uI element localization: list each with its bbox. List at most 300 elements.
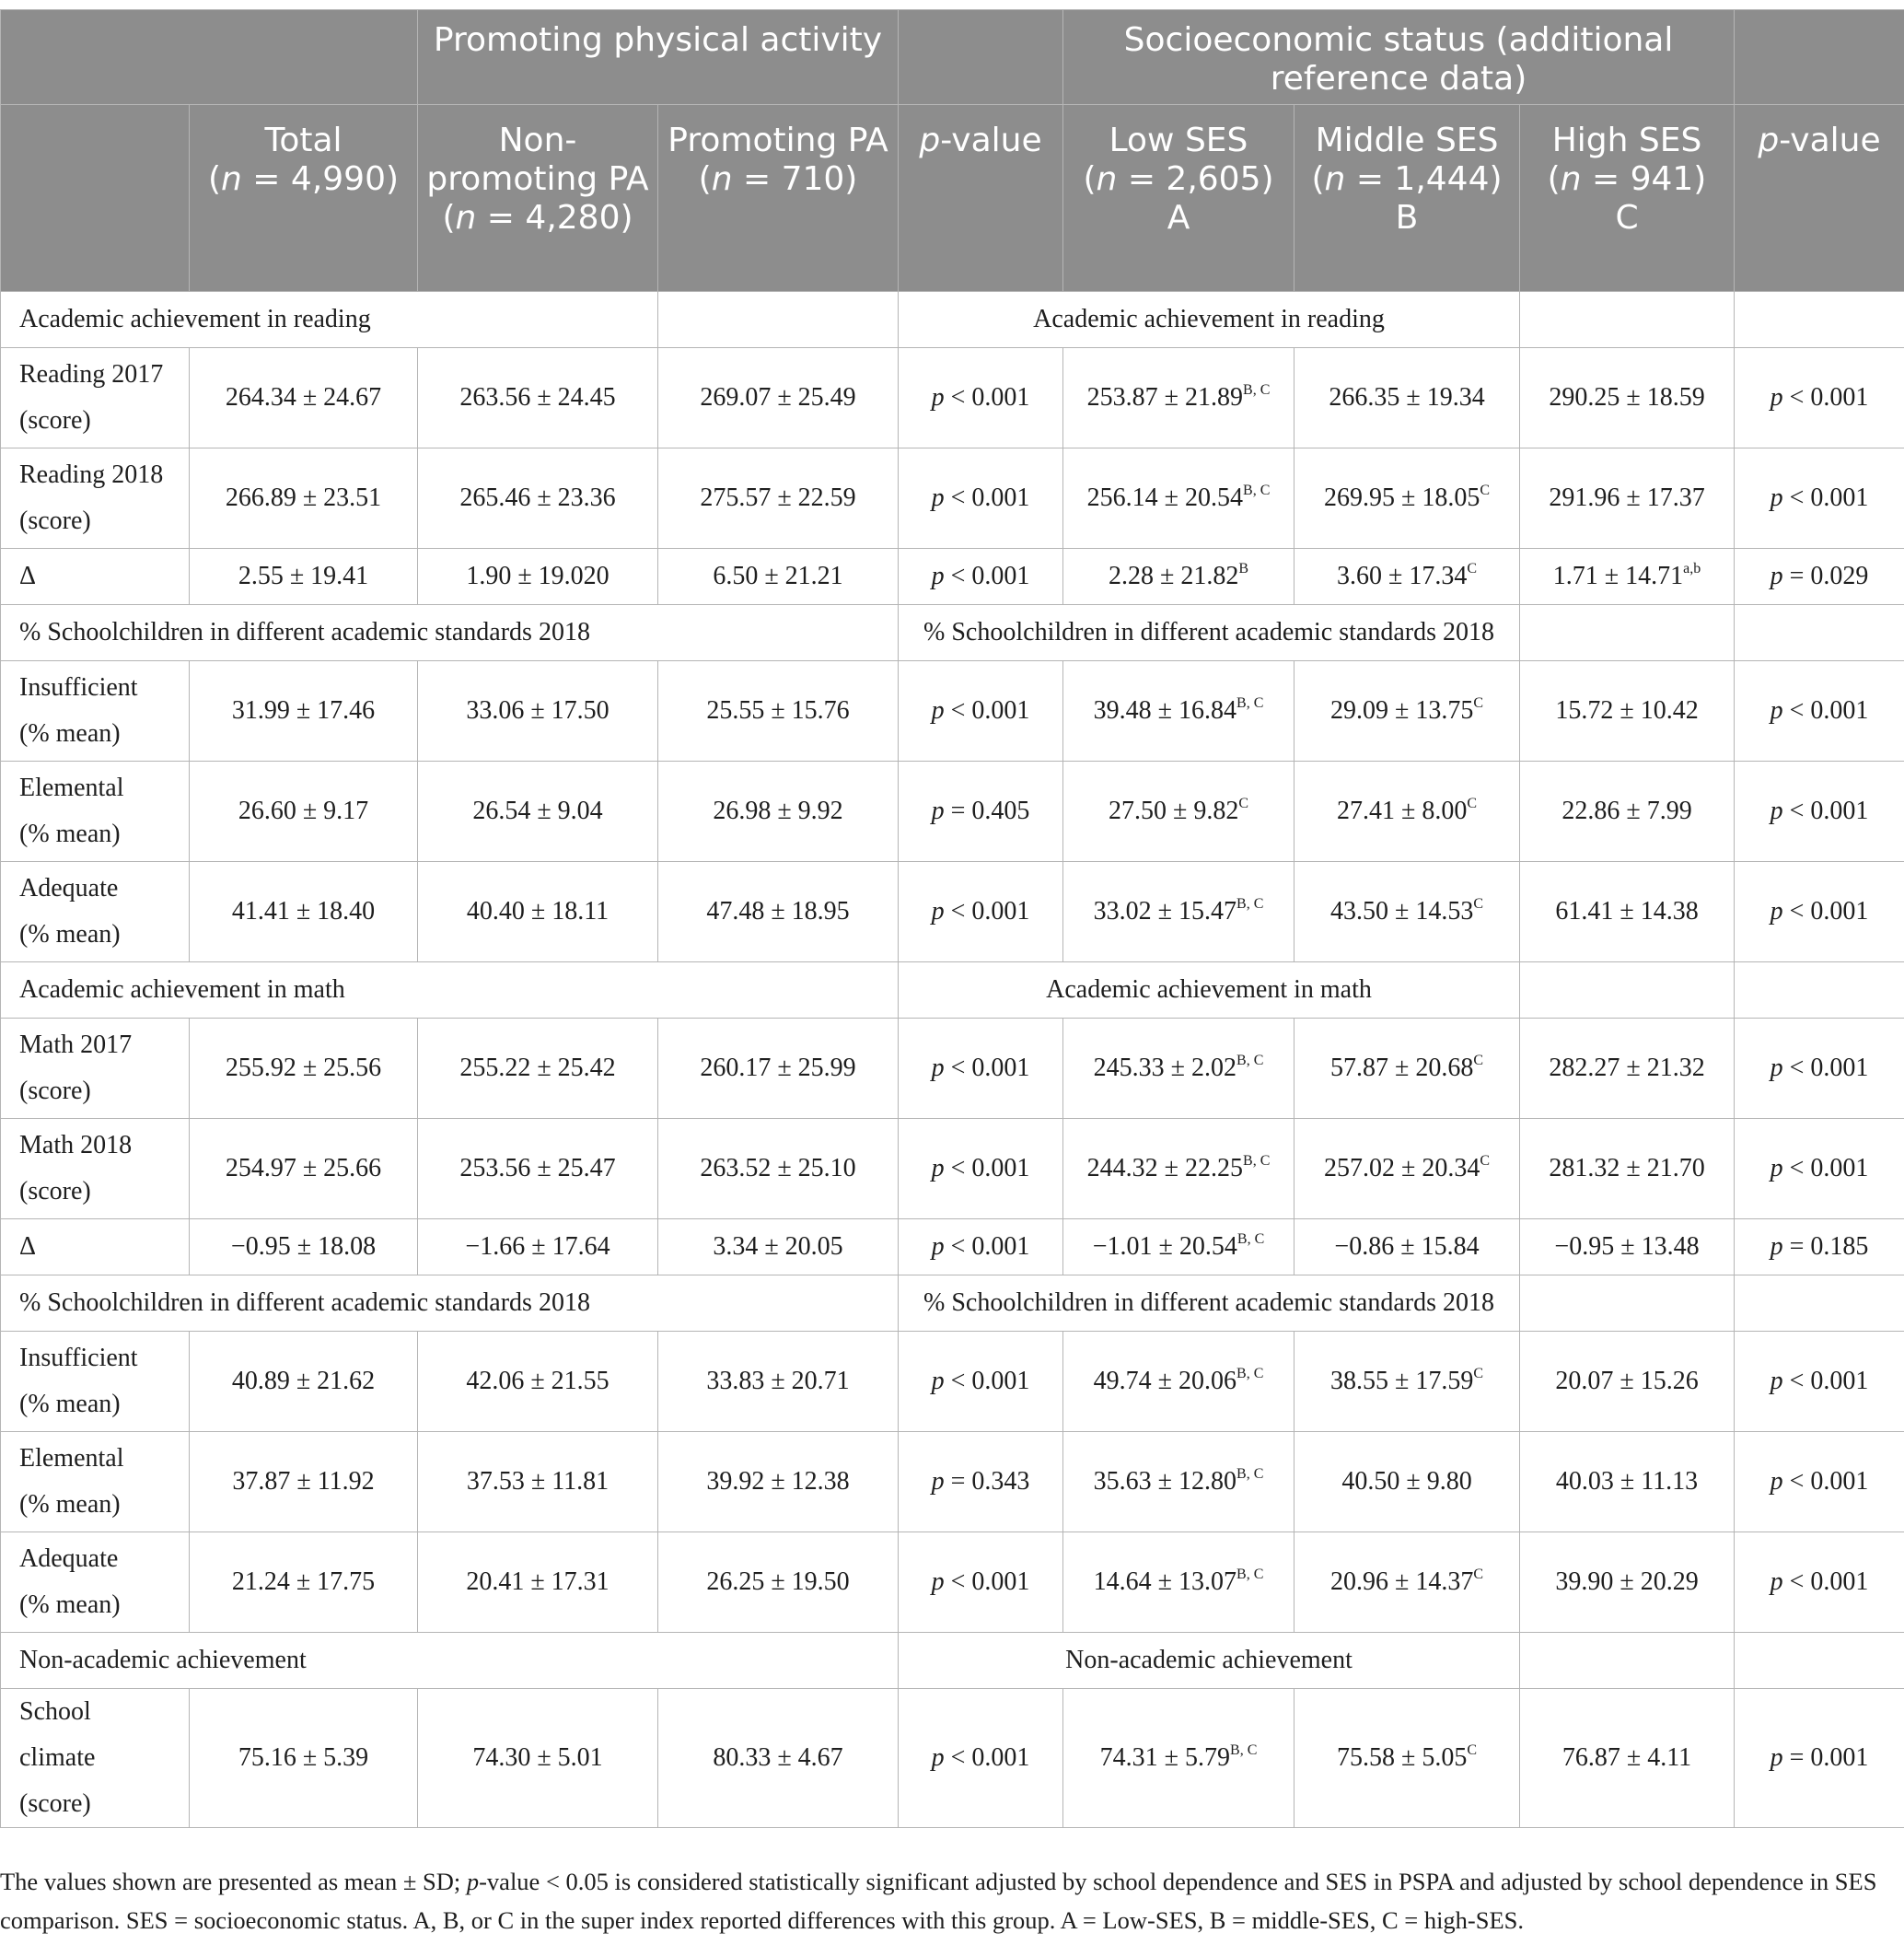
cell-text: 275.57 ± 22.59 xyxy=(700,483,856,512)
cell-text: 281.32 ± 21.70 xyxy=(1549,1154,1705,1182)
cell-non-promoting-pa xyxy=(418,1689,658,1828)
cell-non-promoting-pa xyxy=(418,762,658,862)
cell-text: 49.74 ± 20.06 xyxy=(1093,1367,1237,1395)
cell-text: 25.55 ± 15.76 xyxy=(706,696,850,725)
cell-text: 75.58 ± 5.05 xyxy=(1336,1743,1468,1772)
results-table xyxy=(0,9,1904,1828)
table-row xyxy=(1,1119,1904,1219)
row-label xyxy=(1,348,190,448)
cell-text: p xyxy=(1770,897,1783,926)
cell-low-ses xyxy=(1063,762,1294,862)
cell-low-ses xyxy=(1063,448,1294,549)
cell-promoting-pa xyxy=(658,549,899,605)
cell-pvalue-ses xyxy=(1735,1689,1904,1828)
cell-promoting-pa xyxy=(658,762,899,862)
cell-text: = 0.405 xyxy=(944,797,1030,825)
cell-non-promoting-pa xyxy=(418,1532,658,1633)
cell-text: 47.48 ± 18.95 xyxy=(706,897,850,926)
cell-high-ses xyxy=(1520,1432,1735,1532)
cell-total xyxy=(190,1219,418,1275)
cell-promoting-pa xyxy=(658,1119,899,1219)
cell-text: Insufficient xyxy=(19,673,138,702)
cell-total xyxy=(190,1119,418,1219)
cell-text: p xyxy=(1770,1367,1783,1395)
cell-text: 40.50 ± 9.80 xyxy=(1341,1467,1472,1496)
cell-text: 20.96 ± 14.37 xyxy=(1329,1567,1474,1596)
cell-text: p xyxy=(1770,1743,1783,1772)
section-label-right xyxy=(899,1275,1520,1332)
cell-middle-ses xyxy=(1294,862,1520,962)
header-blank xyxy=(899,10,1063,105)
cell-text: (score) xyxy=(19,406,91,435)
row-label xyxy=(1,1532,190,1633)
cell-text: 255.92 ± 25.56 xyxy=(225,1054,382,1082)
cell-text: % Schoolchildren in different academic standards 2018 xyxy=(19,1288,590,1317)
cell-promoting-pa xyxy=(658,1689,899,1828)
cell-text: p xyxy=(931,797,945,825)
superscript: C xyxy=(1473,1366,1484,1381)
cell-text: Academic achievement in reading xyxy=(1033,305,1385,333)
cell-pvalue-ses xyxy=(1735,1332,1904,1432)
cell-total xyxy=(190,1432,418,1532)
cell-text: 20.07 ± 15.26 xyxy=(1555,1367,1699,1395)
cell-high-ses xyxy=(1520,448,1735,549)
cell-text: 26.60 ± 9.17 xyxy=(238,797,369,825)
cell-text: 39.92 ± 12.38 xyxy=(706,1467,850,1496)
cell-text: 27.50 ± 9.82 xyxy=(1108,797,1239,825)
superscript: C xyxy=(1473,896,1484,912)
cell-low-ses xyxy=(1063,1019,1294,1119)
cell-text: −1.66 ± 17.64 xyxy=(465,1232,610,1261)
cell-pvalue-pa xyxy=(899,448,1063,549)
cell-pvalue-pa xyxy=(899,762,1063,862)
cell-middle-ses xyxy=(1294,549,1520,605)
cell-text: 39.90 ± 20.29 xyxy=(1555,1567,1699,1596)
header-col-promoting-pa: Promoting PA (n = 710) xyxy=(658,105,899,292)
cell-middle-ses xyxy=(1294,762,1520,862)
cell-text: < 0.001 xyxy=(1782,1467,1869,1496)
cell-text: 14.64 ± 13.07 xyxy=(1093,1567,1237,1596)
cell-pvalue-ses xyxy=(1735,1432,1904,1532)
cell-text: 26.25 ± 19.50 xyxy=(706,1567,850,1596)
cell-text: 37.87 ± 11.92 xyxy=(232,1467,375,1496)
section-row xyxy=(1,292,1904,348)
cell-high-ses xyxy=(1520,1219,1735,1275)
cell-text: 41.41 ± 18.40 xyxy=(231,897,376,926)
cell-total xyxy=(190,762,418,862)
cell-low-ses xyxy=(1063,661,1294,762)
cell-pvalue-pa xyxy=(899,661,1063,762)
cell-text: < 0.001 xyxy=(1782,1367,1869,1395)
cell-text: (% mean) xyxy=(19,820,121,848)
cell-pvalue-pa xyxy=(899,348,1063,448)
cell-text: 266.89 ± 23.51 xyxy=(225,483,382,512)
section-label-left xyxy=(1,1633,899,1689)
cell-text: 264.34 ± 24.67 xyxy=(225,383,382,412)
cell-text: 1.71 ± 14.71 xyxy=(1552,562,1684,590)
superscript: B, C xyxy=(1236,695,1264,711)
cell-text: 74.30 ± 5.01 xyxy=(472,1743,603,1772)
cell-text: 26.98 ± 9.92 xyxy=(713,797,843,825)
row-label xyxy=(1,661,190,762)
cell-pvalue-ses xyxy=(1735,348,1904,448)
cell-text: < 0.001 xyxy=(944,1054,1030,1082)
cell-text: 37.53 ± 11.81 xyxy=(466,1467,610,1496)
cell-non-promoting-pa xyxy=(418,1119,658,1219)
cell-low-ses xyxy=(1063,862,1294,962)
cell-text: Adequate xyxy=(19,874,119,903)
cell-text: p xyxy=(931,696,945,725)
cell-non-promoting-pa xyxy=(418,1019,658,1119)
table-row xyxy=(1,762,1904,862)
section-label-left xyxy=(1,605,899,661)
cell-middle-ses xyxy=(1294,1219,1520,1275)
cell-text: −1.01 ± 20.54 xyxy=(1092,1232,1237,1261)
cell-text: 31.99 ± 17.46 xyxy=(231,696,376,725)
cell-text: p xyxy=(1770,483,1783,512)
cell-text: % Schoolchildren in different academic standards 2018 xyxy=(923,1288,1494,1317)
cell-text: p xyxy=(1770,1567,1783,1596)
cell-text: 33.02 ± 15.47 xyxy=(1093,897,1237,926)
cell-middle-ses xyxy=(1294,1019,1520,1119)
cell-text: 253.87 ± 21.89 xyxy=(1086,383,1244,412)
header-col-high-ses: High SES (n = 941) C xyxy=(1520,105,1735,292)
superscript: C xyxy=(1238,796,1249,811)
row-label xyxy=(1,1219,190,1275)
cell-text: 40.03 ± 11.13 xyxy=(1555,1467,1699,1496)
superscript: C xyxy=(1473,1566,1484,1582)
cell-text: 269.95 ± 18.05 xyxy=(1323,483,1480,512)
cell-pvalue-pa xyxy=(899,1532,1063,1633)
cell-high-ses xyxy=(1520,862,1735,962)
cell-pvalue-ses xyxy=(1735,762,1904,862)
cell-high-ses xyxy=(1520,1532,1735,1633)
table-row xyxy=(1,549,1904,605)
cell-text: (score) xyxy=(19,1789,91,1818)
table-header xyxy=(1,10,1904,292)
cell-non-promoting-pa xyxy=(418,1332,658,1432)
cell-text: < 0.001 xyxy=(1782,797,1869,825)
cell-text: Math 2018 xyxy=(19,1131,133,1159)
cell-text: Insufficient xyxy=(19,1344,138,1372)
table-row xyxy=(1,1432,1904,1532)
cell-text: 80.33 ± 4.67 xyxy=(713,1743,843,1772)
cell-text: 20.41 ± 17.31 xyxy=(466,1567,610,1596)
cell-text: p xyxy=(1770,1232,1783,1261)
cell-text: 263.56 ± 24.45 xyxy=(459,383,616,412)
cell-total xyxy=(190,549,418,605)
cell-promoting-pa xyxy=(658,448,899,549)
cell-promoting-pa xyxy=(658,862,899,962)
cell-middle-ses xyxy=(1294,1689,1520,1828)
cell-text: 1.90 ± 19.020 xyxy=(466,562,610,590)
cell-text: Adequate xyxy=(19,1544,119,1573)
row-label xyxy=(1,1689,190,1828)
cell-text: Reading 2018 xyxy=(19,460,164,489)
cell-non-promoting-pa xyxy=(418,448,658,549)
cell-text: < 0.001 xyxy=(1782,897,1869,926)
cell-low-ses xyxy=(1063,348,1294,448)
cell-text: 42.06 ± 21.55 xyxy=(466,1367,610,1395)
cell-low-ses xyxy=(1063,1332,1294,1432)
cell-text: < 0.001 xyxy=(944,1154,1030,1182)
cell-promoting-pa xyxy=(658,1019,899,1119)
cell-text: p xyxy=(1770,797,1783,825)
superscript: B, C xyxy=(1236,1366,1264,1381)
cell-text: < 0.001 xyxy=(1782,383,1869,412)
cell-text: Academic achievement in math xyxy=(1046,975,1372,1004)
cell-text: 244.32 ± 22.25 xyxy=(1086,1154,1244,1182)
section-row xyxy=(1,605,1904,661)
cell-text: 61.41 ± 14.38 xyxy=(1555,897,1699,926)
superscript: C xyxy=(1480,483,1491,498)
cell-text: (score) xyxy=(19,1077,91,1105)
section-label-right xyxy=(899,605,1520,661)
section-row xyxy=(1,1275,1904,1332)
section-blank xyxy=(1520,962,1735,1019)
section-label-left xyxy=(1,1275,899,1332)
section-label-right xyxy=(899,962,1520,1019)
superscript: B, C xyxy=(1243,1153,1271,1169)
cell-total xyxy=(190,448,418,549)
superscript: B xyxy=(1238,561,1249,577)
cell-pvalue-ses xyxy=(1735,549,1904,605)
cell-pvalue-ses xyxy=(1735,1119,1904,1219)
header-col-pvalue-pa: p-value xyxy=(899,105,1063,292)
cell-text: Non-academic achievement xyxy=(19,1646,307,1674)
cell-text: 253.56 ± 25.47 xyxy=(459,1154,616,1182)
cell-text: 256.14 ± 20.54 xyxy=(1086,483,1244,512)
superscript: B, C xyxy=(1236,1566,1264,1582)
cell-text: Δ xyxy=(19,562,37,590)
cell-high-ses xyxy=(1520,1019,1735,1119)
cell-total xyxy=(190,348,418,448)
table-row xyxy=(1,862,1904,962)
cell-total xyxy=(190,1332,418,1432)
section-blank xyxy=(1520,1633,1735,1689)
table-row xyxy=(1,1332,1904,1432)
cell-text: 21.24 ± 17.75 xyxy=(231,1567,376,1596)
cell-text: (% mean) xyxy=(19,920,121,949)
cell-text: < 0.001 xyxy=(944,1567,1030,1596)
cell-text: 29.09 ± 13.75 xyxy=(1329,696,1474,725)
cell-text: climate xyxy=(19,1743,96,1772)
row-label xyxy=(1,1432,190,1532)
cell-text: 6.50 ± 21.21 xyxy=(713,562,843,590)
cell-text: p xyxy=(931,1054,945,1082)
superscript: B, C xyxy=(1236,896,1264,912)
superscript: B, C xyxy=(1236,1231,1265,1247)
table-row xyxy=(1,1219,1904,1275)
cell-pvalue-ses xyxy=(1735,1532,1904,1633)
cell-low-ses xyxy=(1063,1432,1294,1532)
superscript: C xyxy=(1467,561,1478,577)
cell-text: < 0.001 xyxy=(944,696,1030,725)
section-row xyxy=(1,962,1904,1019)
cell-text: (% mean) xyxy=(19,1490,121,1519)
table-row xyxy=(1,661,1904,762)
cell-pvalue-ses xyxy=(1735,448,1904,549)
cell-high-ses xyxy=(1520,1119,1735,1219)
cell-middle-ses xyxy=(1294,1432,1520,1532)
superscript: B, C xyxy=(1236,1466,1264,1482)
cell-text: 57.87 ± 20.68 xyxy=(1329,1054,1474,1082)
cell-text: 75.16 ± 5.39 xyxy=(238,1743,369,1772)
cell-text: (score) xyxy=(19,507,91,535)
cell-text: School xyxy=(19,1697,91,1726)
cell-pvalue-pa xyxy=(899,1019,1063,1119)
cell-text: 40.40 ± 18.11 xyxy=(466,897,610,926)
cell-total xyxy=(190,862,418,962)
cell-text: 38.55 ± 17.59 xyxy=(1329,1367,1474,1395)
cell-text: Δ xyxy=(19,1232,37,1261)
cell-text: 27.41 ± 8.00 xyxy=(1336,797,1468,825)
cell-pvalue-pa xyxy=(899,862,1063,962)
cell-non-promoting-pa xyxy=(418,661,658,762)
cell-total xyxy=(190,661,418,762)
section-blank xyxy=(1520,1275,1735,1332)
cell-text: p xyxy=(931,383,945,412)
row-label xyxy=(1,1119,190,1219)
cell-text: 76.87 ± 4.11 xyxy=(1562,1743,1692,1772)
cell-text: p xyxy=(1770,1467,1783,1496)
table-footnote: The values shown are presented as mean ± SD; p-value < 0.05 is considered statistically significant adjusted by school dependence and SES in PSPA and adjusted by school dependence in SES comparison. SES = socioeconomic status. A, B, or C in the super index reported differences with this group. A = Low-SES, B = middle-SES, C = high-SES. xyxy=(0,1868,1877,1934)
cell-text: < 0.001 xyxy=(1782,696,1869,725)
cell-text: 254.97 ± 25.66 xyxy=(225,1154,382,1182)
header-blank xyxy=(1,10,418,105)
cell-total xyxy=(190,1019,418,1119)
cell-text: < 0.001 xyxy=(1782,483,1869,512)
cell-text: p xyxy=(1770,383,1783,412)
cell-text: % Schoolchildren in different academic standards 2018 xyxy=(19,618,590,646)
superscript: C xyxy=(1467,1742,1478,1758)
cell-text: 282.27 ± 21.32 xyxy=(1549,1054,1705,1082)
cell-promoting-pa xyxy=(658,661,899,762)
cell-text: 35.63 ± 12.80 xyxy=(1093,1467,1237,1496)
table-row xyxy=(1,348,1904,448)
cell-non-promoting-pa xyxy=(418,1432,658,1532)
cell-text: = 0.029 xyxy=(1782,562,1869,590)
cell-text: 266.35 ± 19.34 xyxy=(1329,383,1485,412)
cell-text: p xyxy=(931,1567,945,1596)
header-col-pvalue-ses: p-value xyxy=(1735,105,1904,292)
cell-high-ses xyxy=(1520,348,1735,448)
section-blank xyxy=(1520,292,1735,348)
cell-pvalue-pa xyxy=(899,1689,1063,1828)
cell-text: p xyxy=(1770,696,1783,725)
cell-promoting-pa xyxy=(658,1332,899,1432)
cell-text: 3.60 ± 17.34 xyxy=(1336,562,1468,590)
cell-text: p xyxy=(1770,1154,1783,1182)
cell-text: 74.31 ± 5.79 xyxy=(1099,1743,1231,1772)
superscript: C xyxy=(1473,1053,1484,1068)
cell-promoting-pa xyxy=(658,1219,899,1275)
cell-total xyxy=(190,1689,418,1828)
cell-middle-ses xyxy=(1294,1532,1520,1633)
cell-text: = 0.343 xyxy=(944,1467,1030,1496)
cell-low-ses xyxy=(1063,549,1294,605)
cell-text: Elemental xyxy=(19,1444,124,1473)
header-col-low-ses: Low SES (n = 2,605) A xyxy=(1063,105,1294,292)
header-col-non-promoting-pa: Non-promoting PA (n = 4,280) xyxy=(418,105,658,292)
cell-pvalue-pa xyxy=(899,549,1063,605)
cell-text: (score) xyxy=(19,1177,91,1205)
cell-text: % Schoolchildren in different academic standards 2018 xyxy=(923,618,1494,646)
cell-promoting-pa xyxy=(658,1432,899,1532)
superscript: C xyxy=(1467,796,1478,811)
row-label xyxy=(1,1332,190,1432)
cell-non-promoting-pa xyxy=(418,862,658,962)
cell-middle-ses xyxy=(1294,1119,1520,1219)
header-col-middle-ses: Middle SES (n = 1,444) B xyxy=(1294,105,1520,292)
row-label xyxy=(1,448,190,549)
cell-text: 291.96 ± 17.37 xyxy=(1549,483,1705,512)
superscript: C xyxy=(1480,1153,1491,1169)
cell-text: Non-academic achievement xyxy=(1065,1646,1353,1674)
table-row xyxy=(1,448,1904,549)
cell-middle-ses xyxy=(1294,348,1520,448)
cell-pvalue-pa xyxy=(899,1219,1063,1275)
cell-text: (% mean) xyxy=(19,1590,121,1619)
cell-pvalue-pa xyxy=(899,1332,1063,1432)
cell-promoting-pa xyxy=(658,1532,899,1633)
cell-text: 257.02 ± 20.34 xyxy=(1323,1154,1480,1182)
cell-text: = 0.001 xyxy=(1782,1743,1869,1772)
cell-pvalue-ses xyxy=(1735,661,1904,762)
cell-text: p xyxy=(931,1367,945,1395)
cell-text: 2.28 ± 21.82 xyxy=(1108,562,1239,590)
cell-text: 39.48 ± 16.84 xyxy=(1093,696,1237,725)
row-label xyxy=(1,762,190,862)
cell-text: 269.07 ± 25.49 xyxy=(700,383,856,412)
cell-middle-ses xyxy=(1294,1332,1520,1432)
row-label xyxy=(1,862,190,962)
cell-middle-ses xyxy=(1294,661,1520,762)
cell-text: 40.89 ± 21.62 xyxy=(231,1367,376,1395)
superscript: B, C xyxy=(1243,382,1271,398)
cell-text: < 0.001 xyxy=(944,1232,1030,1261)
cell-low-ses xyxy=(1063,1689,1294,1828)
cell-text: 3.34 ± 20.05 xyxy=(713,1232,843,1261)
cell-text: < 0.001 xyxy=(944,383,1030,412)
cell-high-ses xyxy=(1520,1332,1735,1432)
superscript: B, C xyxy=(1236,1053,1264,1068)
superscript: a,b xyxy=(1683,561,1701,577)
cell-promoting-pa xyxy=(658,348,899,448)
cell-text: p xyxy=(931,1743,945,1772)
cell-text: = 0.185 xyxy=(1782,1232,1869,1261)
header-group-promoting-pa: Promoting physical activity xyxy=(418,10,899,105)
cell-text: 245.33 ± 2.02 xyxy=(1093,1054,1237,1082)
cell-text: 26.54 ± 9.04 xyxy=(472,797,603,825)
cell-pvalue-ses xyxy=(1735,1019,1904,1119)
header-group-ses: Socioeconomic status (additional reference data) xyxy=(1063,10,1735,105)
cell-text: (% mean) xyxy=(19,1390,121,1418)
superscript: B, C xyxy=(1243,483,1271,498)
cell-text: Reading 2017 xyxy=(19,360,164,389)
cell-text: 265.46 ± 23.36 xyxy=(459,483,616,512)
cell-total xyxy=(190,1532,418,1633)
section-label-right xyxy=(899,1633,1520,1689)
cell-text: p xyxy=(931,1154,945,1182)
superscript: B, C xyxy=(1230,1742,1258,1758)
row-label xyxy=(1,549,190,605)
cell-pvalue-ses xyxy=(1735,862,1904,962)
table-row xyxy=(1,1689,1904,1828)
section-row xyxy=(1,1633,1904,1689)
cell-text: −0.86 ± 15.84 xyxy=(1334,1232,1480,1261)
cell-text: 15.72 ± 10.42 xyxy=(1555,696,1699,725)
